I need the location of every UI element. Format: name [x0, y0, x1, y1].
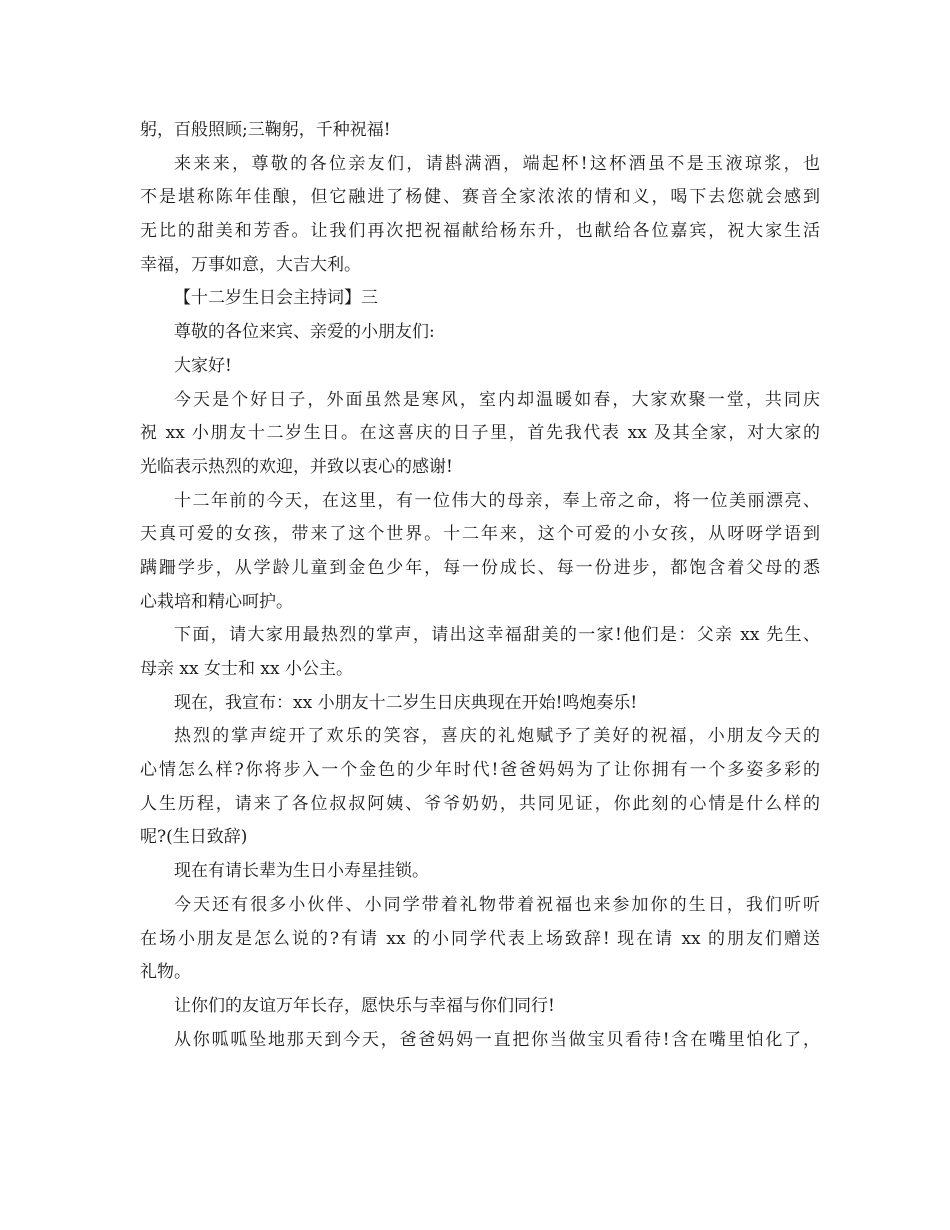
text-line: 心情怎么样?你将步入一个金色的少年时代!爸爸妈妈为了让你拥有一个多姿多彩的: [140, 760, 820, 781]
text-line: 让你们的友谊万年长存，愿快乐与幸福与你们同行!: [174, 995, 555, 1016]
text-line: 无比的甜美和芳香。让我们再次把祝福献给杨东升，也献给各位嘉宾，祝大家生活: [140, 221, 820, 242]
text-line: 热烈的掌声绽开了欢乐的笑容，喜庆的礼炮赋予了美好的祝福，小朋友今天的: [174, 726, 820, 747]
section-heading: 【十二岁生日会主持词】三: [174, 288, 378, 309]
text-line: 今天是个好日子，外面虽然是寒风，室内却温暖如春，大家欢聚一堂，共同庆: [174, 389, 820, 410]
text-line: 光临表示热烈的欢迎，并致以衷心的感谢!: [140, 456, 453, 477]
text-line: 呢?(生日致辞): [140, 827, 248, 848]
text-line: 幸福，万事如意，大吉大利。: [140, 254, 361, 275]
text-line: 天真可爱的女孩，带来了这个世界。十二年来，这个可爱的小女孩，从呀呀学语到: [140, 524, 820, 545]
text-line: 下面，请大家用最热烈的掌声，请出这幸福甜美的一家!他们是：父亲 xx 先生、: [174, 625, 820, 646]
text-line: 从你呱呱坠地那天到今天，爸爸妈妈一直把你当做宝贝看待!含在嘴里怕化了，: [174, 1029, 820, 1050]
text-line: 现在有请长辈为生日小寿星挂锁。: [174, 861, 429, 882]
document-body: [140, 114, 820, 1057]
text-line: 在场小朋友是怎么说的?有请 xx 的小同学代表上场致辞! 现在请 xx 的朋友们赠送: [140, 928, 820, 949]
text-line: 祝 xx 小朋友十二岁生日。在这喜庆的日子里，首先我代表 xx 及其全家，对大家的: [140, 423, 820, 444]
text-line: 尊敬的各位来宾、亲爱的小朋友们:: [174, 322, 435, 343]
text-line: 人生历程，请来了各位叔叔阿姨、爷爷奶奶，共同见证，你此刻的心情是什么样的: [140, 793, 820, 814]
text-line: 心栽培和精心呵护。: [140, 591, 293, 612]
text-line: 来来来，尊敬的各位亲友们，请斟满酒，端起杯!这杯酒虽不是玉液琼浆，也: [174, 153, 820, 174]
text-line: 礼物。: [140, 962, 191, 983]
text-line: 今天还有很多小伙伴、小同学带着礼物带着祝福也来参加你的生日，我们听听: [174, 894, 820, 915]
text-line: 十二年前的今天，在这里，有一位伟大的母亲，奉上帝之命，将一位美丽漂亮、: [174, 490, 820, 511]
text-line: 躬，百般照顾;三鞠躬，千种祝福!: [140, 120, 391, 140]
text-line: 不是堪称陈年佳酿，但它融进了杨健、赛音全家浓浓的情和义，喝下去您就会感到: [140, 187, 820, 208]
text-line: 母亲 xx 女士和 xx 小公主。: [140, 659, 353, 679]
text-line: 现在，我宣布：xx 小朋友十二岁生日庆典现在开始!鸣炮奏乐!: [174, 692, 638, 713]
text-line: 大家好!: [174, 355, 232, 376]
text-line: 蹒跚学步，从学龄儿童到金色少年，每一份成长、每一份进步，都饱含着父母的悉: [140, 557, 820, 578]
